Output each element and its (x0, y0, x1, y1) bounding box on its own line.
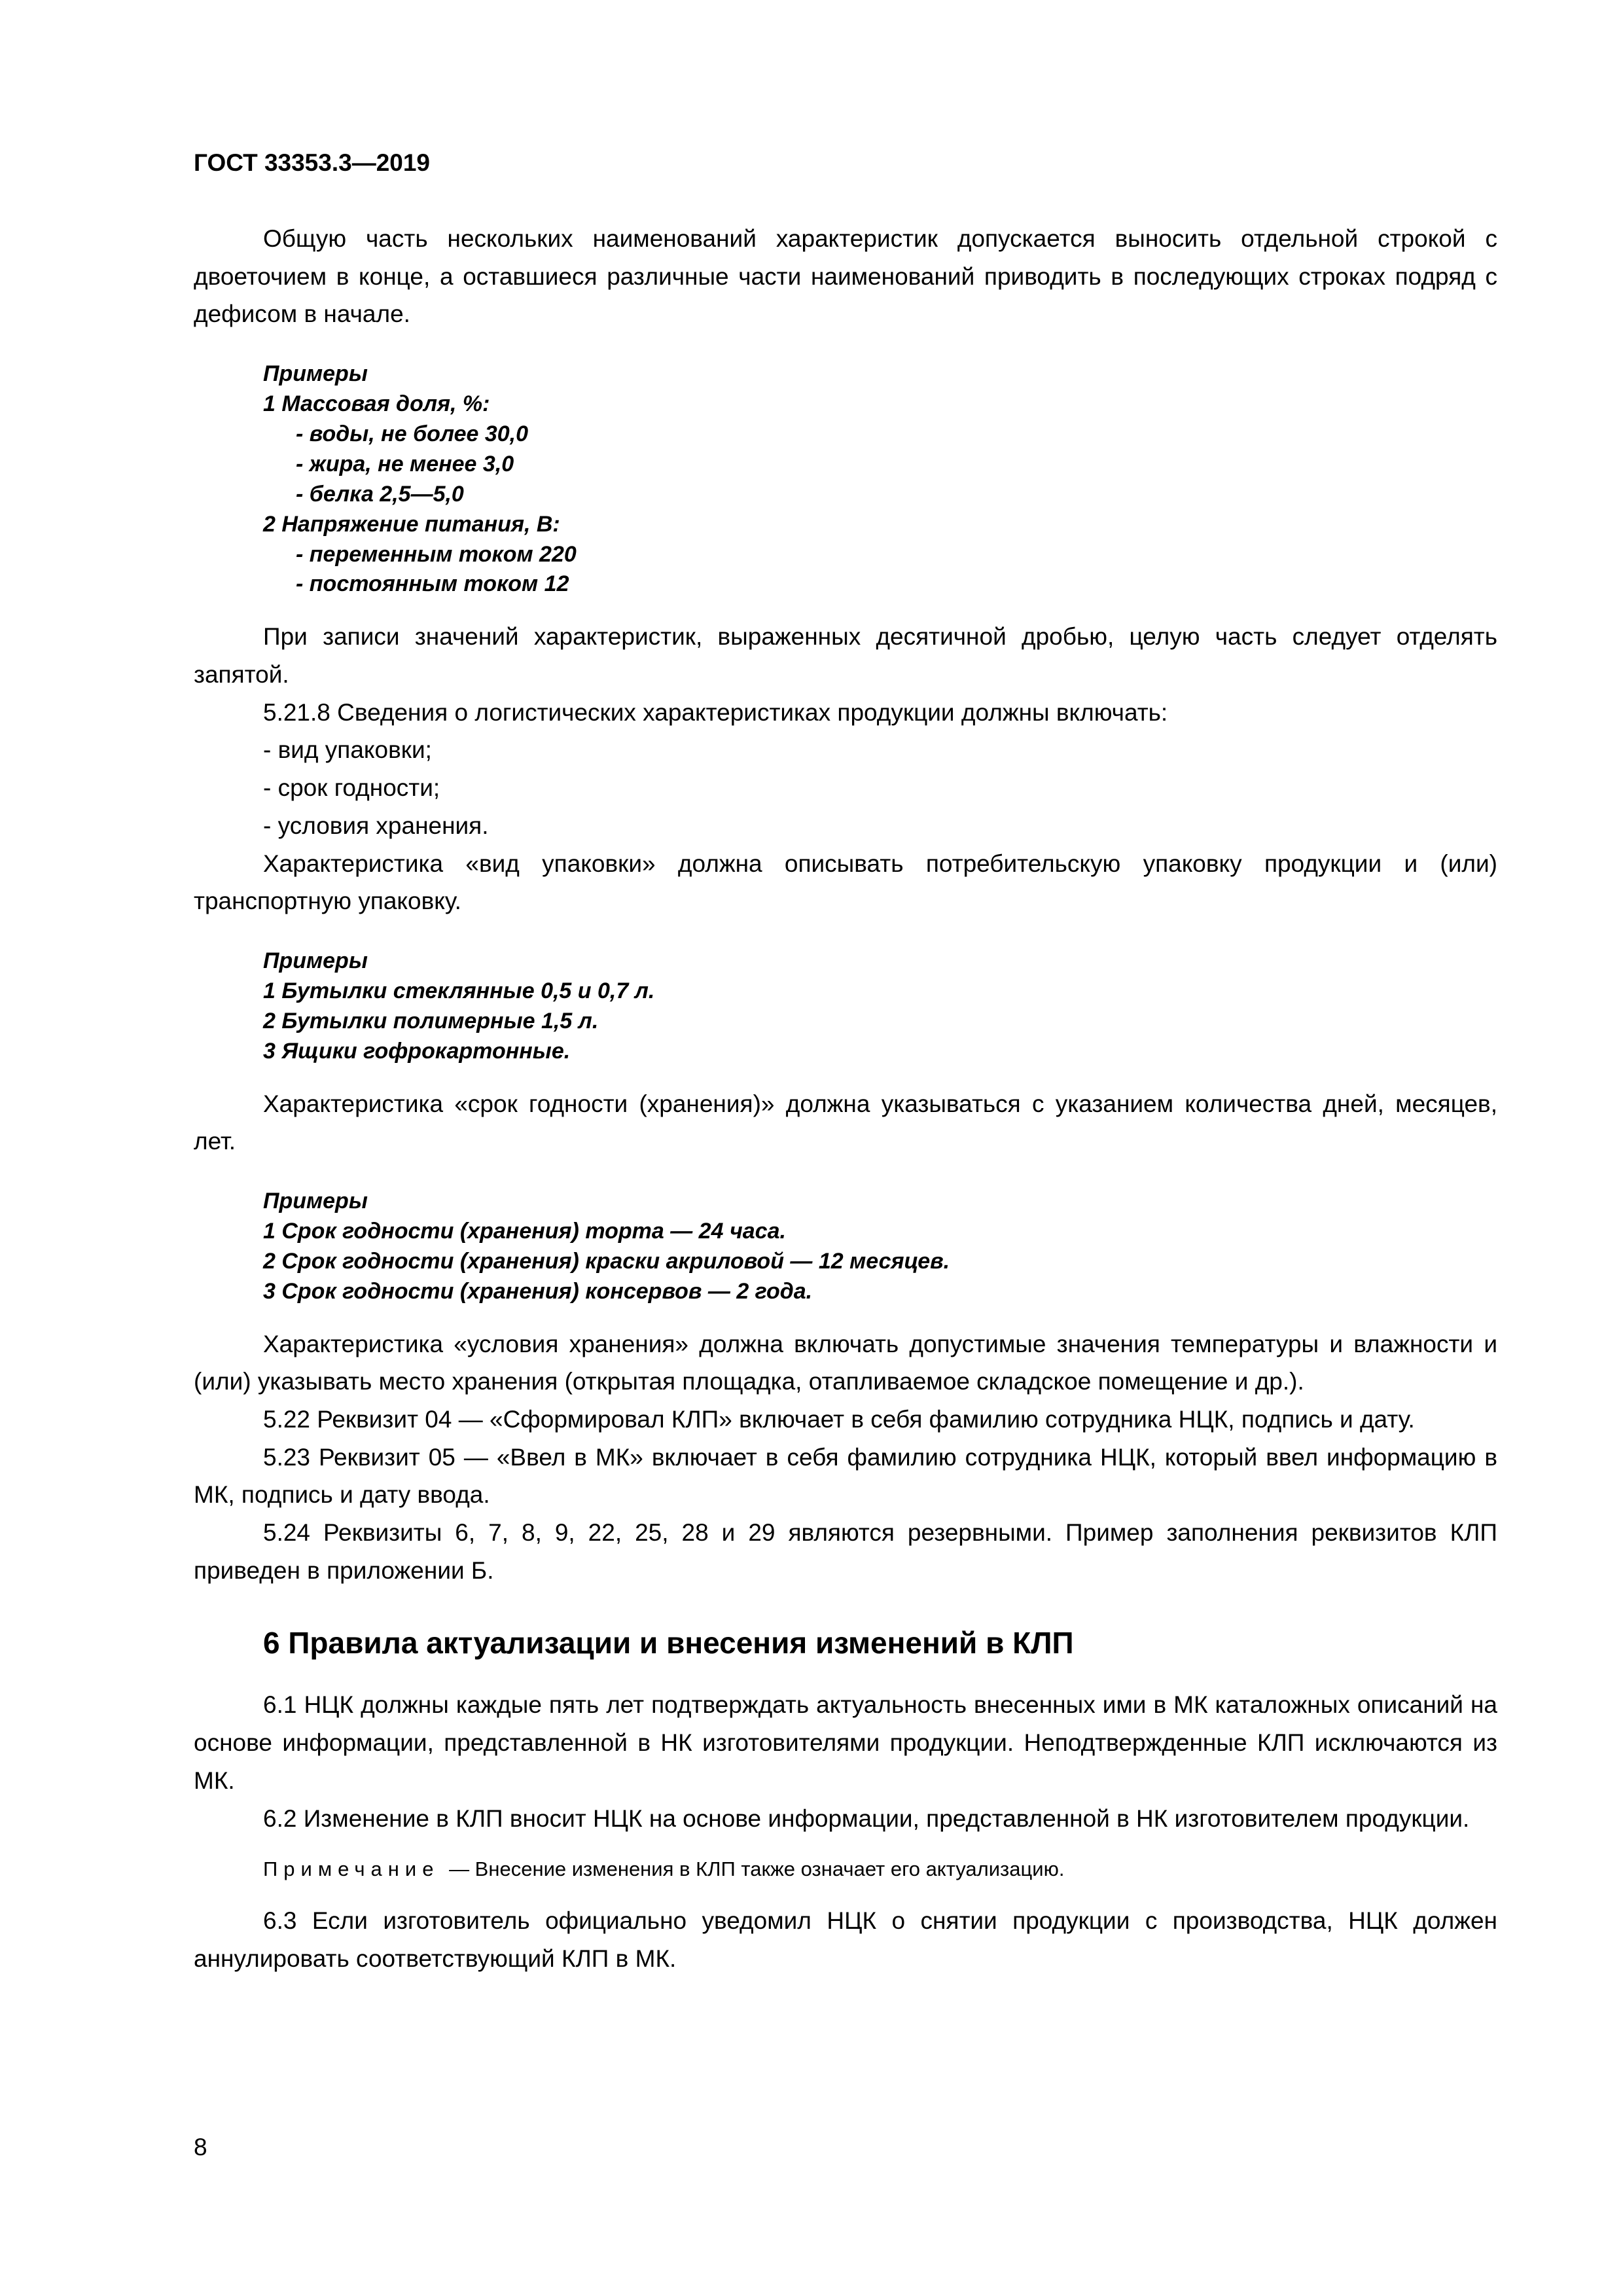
list-item: - срок годности; (263, 769, 1497, 807)
list-item: - условия хранения. (263, 807, 1497, 845)
example-subitem: - белка 2,5—5,0 (263, 480, 1497, 510)
document-header: ГОСТ 33353.3—2019 (194, 149, 431, 176)
example-subitem: - постоянным током 12 (263, 569, 1497, 600)
page-content (194, 220, 1497, 1977)
example-subitem: - жира, не менее 3,0 (263, 450, 1497, 480)
page-number: 8 (194, 2134, 207, 2161)
paragraph-common-part: Общую часть нескольких наименований характеристик допускается выносить отдельной строкой с двоеточием в конце, а оставшиеся различные части наименований приводить в последующих строках подряд с дефисом в начале. (194, 225, 1497, 328)
example-item: 1 Бутылки стеклянные 0,5 и 0,7 л. (263, 978, 655, 1003)
example-item: 2 Напряжение питания, В: (263, 511, 560, 537)
example-item: 3 Ящики гофрокартонные. (263, 1038, 571, 1064)
example-item: 2 Бутылки полимерные 1,5 л. (263, 1008, 599, 1033)
paragraph-packaging: Характеристика «вид упаковки» должна описывать потребительскую упаковку продукции и (или) транспортную упаковку. (194, 850, 1497, 915)
paragraph-6-3: 6.3 Если изготовитель официально уведомил НЦК о снятии продукции с производства, НЦК должен аннулировать соответствующий КЛП в МК. (194, 1907, 1497, 1972)
note-text: — Внесение изменения в КЛП также означает его актуализацию. (449, 1857, 1065, 1881)
example-subitem: - переменным током 220 (263, 540, 1497, 570)
paragraph-6-2: 6.2 Изменение в КЛП вносит НЦК на основе информации, представленной в НК изготовителем продукции. (263, 1804, 1470, 1832)
examples-title: Примеры (263, 948, 368, 974)
example-item: 1 Массовая доля, %: (263, 391, 490, 417)
example-item: 2 Срок годности (хранения) краски акриловой — 12 месяцев. (263, 1248, 950, 1274)
paragraph-6-1: 6.1 НЦК должны каждые пять лет подтверждать актуальность внесенных ими в МК каталожных описаний на основе информации, представленной в НК изготовителями продукции. Неподтвержденные КЛП исключаются из МК. (194, 1691, 1497, 1794)
paragraph-5-22: 5.22 Реквизит 04 — «Сформировал КЛП» включает в себя фамилию сотрудника НЦК, подпись и дату. (263, 1406, 1415, 1433)
example-item: 3 Срок годности (хранения) консервов — 2 года. (263, 1278, 813, 1304)
examples-title: Примеры (263, 361, 368, 387)
examples-block-1 (263, 359, 1497, 600)
paragraph-5-23: 5.23 Реквизит 05 — «Ввел в МК» включает в себя фамилию сотрудника НЦК, который ввел информацию в МК, подпись и дату ввода. (194, 1443, 1497, 1509)
note-label: Примечание (263, 1857, 440, 1881)
paragraph-5-21-8: 5.21.8 Сведения о логистических характеристиках продукции должны включать: (263, 698, 1168, 726)
paragraph-5-24: 5.24 Реквизиты 6, 7, 8, 9, 22, 25, 28 и 29 являются резервными. Пример заполнения реквизитов КЛП приведен в приложении Б. (194, 1519, 1497, 1584)
section-heading: 6 Правила актуализации и внесения изменений в КЛП (263, 1625, 1074, 1660)
paragraph-shelf-life: Характеристика «срок годности (хранения)» должна указываться с указанием количества дней, месяцев, лет. (194, 1090, 1497, 1155)
paragraph-storage-conditions: Характеристика «условия хранения» должна включать допустимые значения температуры и влажности и (или) указывать место хранения (открытая площадка, отапливаемое складское помещение и др.). (194, 1330, 1497, 1395)
examples-block-3 (263, 1187, 1497, 1307)
examples-title: Примеры (263, 1189, 368, 1214)
note (263, 1854, 1497, 1885)
examples-block-2 (263, 946, 1497, 1067)
example-item: 1 Срок годности (хранения) торта — 24 часа. (263, 1218, 786, 1244)
example-subitem: - воды, не более 30,0 (263, 420, 1497, 450)
paragraph-decimal: При записи значений характеристик, выраженных десятичной дробью, целую часть следует отделять запятой. (194, 623, 1497, 688)
list-item: - вид упаковки; (263, 731, 1497, 769)
